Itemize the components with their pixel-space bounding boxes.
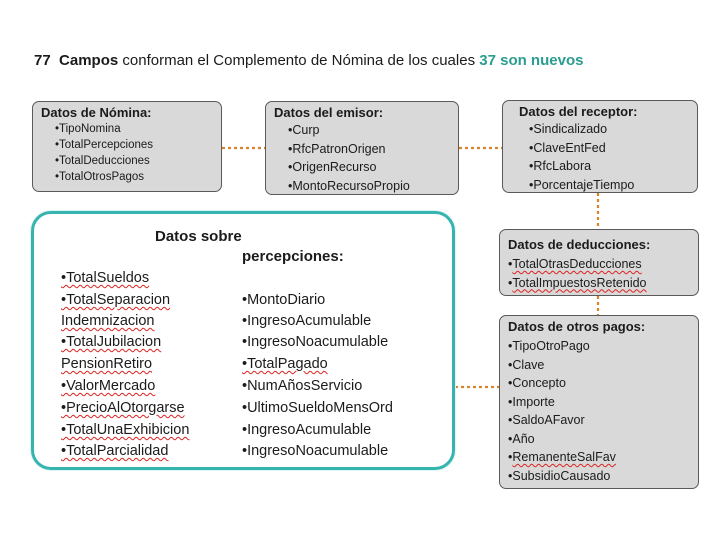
percepcion-item: •IngresoAcumulable <box>242 313 372 329</box>
list-item: • SubsidioCausado <box>508 467 690 486</box>
list-item: • TipoOtroPago <box>508 337 690 356</box>
item-text: TotalImpuestosRetenido <box>512 275 647 290</box>
percepciones-heading-line2: percepciones: <box>242 248 344 265</box>
item-list <box>508 255 690 292</box>
percepcion-item: PensionRetiro <box>61 356 153 372</box>
list-item <box>508 448 690 467</box>
list-item: • Curp <box>274 121 450 140</box>
title-campos: Campos <box>59 52 119 69</box>
percepcion-item: •IngresoNoacumulable <box>242 443 389 459</box>
item-text: TotalOtrasDeducciones <box>512 257 642 271</box>
list-item: • TotalOtrosPagos <box>41 169 213 185</box>
item-list <box>41 121 213 185</box>
box-datos-deducciones <box>499 229 699 296</box>
title-count-new: 37 son nuevos <box>479 52 584 69</box>
percepcion-item: •TotalPagado <box>242 356 328 372</box>
list-item: • PorcentajeTiempo <box>511 176 689 195</box>
percepcion-item: •NumAñosServicio <box>242 378 363 394</box>
list-item: • MontoRecursoPropio <box>274 177 450 196</box>
box-heading: Datos de Nómina: <box>41 105 152 120</box>
list-item: • SaldoAFavor <box>508 411 690 430</box>
percepcion-item: •TotalSeparacion <box>61 292 171 308</box>
percepcion-item: •TotalJubilacion <box>61 334 162 350</box>
percepcion-item: •ValorMercado <box>61 378 156 394</box>
box-datos-otros-pagos <box>499 315 699 489</box>
list-item: • Año <box>508 430 690 449</box>
box-heading: Datos de deducciones: <box>508 237 651 252</box>
list-item: • TipoNomina <box>41 121 213 137</box>
list-item: • TotalDeducciones <box>41 153 213 169</box>
list-item: • OrigenRecurso <box>274 158 450 177</box>
percepciones-heading-line1: Datos sobre <box>155 228 242 245</box>
list-item: • RfcLabora <box>511 157 689 176</box>
item-list <box>508 337 690 485</box>
list-item: • TotalPercepciones <box>41 137 213 153</box>
title-count-total: 77 <box>34 52 51 69</box>
box-heading: Datos del emisor: <box>274 105 384 120</box>
box-datos-emisor <box>265 101 459 195</box>
item-list <box>511 120 689 194</box>
percepcion-item: •PrecioAlOtorgarse <box>61 400 185 416</box>
list-item: • ClaveEntFed <box>511 139 689 158</box>
percepcion-item: •UltimoSueldoMensOrd <box>242 400 393 416</box>
list-item <box>508 255 690 274</box>
list-item: • Clave <box>508 356 690 375</box>
percepcion-item: •TotalParcialidad <box>61 443 169 459</box>
item-text: RemanenteSalFav <box>512 450 616 464</box>
box-datos-nomina <box>32 101 222 192</box>
box-heading: Datos de otros pagos: <box>508 319 646 334</box>
percepcion-item: •TotalSueldos <box>61 270 150 286</box>
percepcion-item: Indemnizacion <box>61 313 155 329</box>
list-item <box>508 274 690 293</box>
percepcion-item: •IngresoNoacumulable <box>242 334 389 350</box>
percepcion-item: •MontoDiario <box>242 292 326 308</box>
list-item: • RfcPatronOrigen <box>274 140 450 159</box>
item-list <box>274 121 450 195</box>
list-item: • Concepto <box>508 374 690 393</box>
list-item: • Sindicalizado <box>511 120 689 139</box>
title-middle: conforman el Complemento de Nómina de los cuales <box>122 52 476 69</box>
percepcion-item: •TotalUnaExhibicion <box>61 422 190 438</box>
list-item: • Importe <box>508 393 690 412</box>
box-datos-receptor <box>502 100 698 193</box>
percepcion-item: •IngresoAcumulable <box>242 422 372 438</box>
box-heading: Datos del receptor: <box>519 104 638 119</box>
